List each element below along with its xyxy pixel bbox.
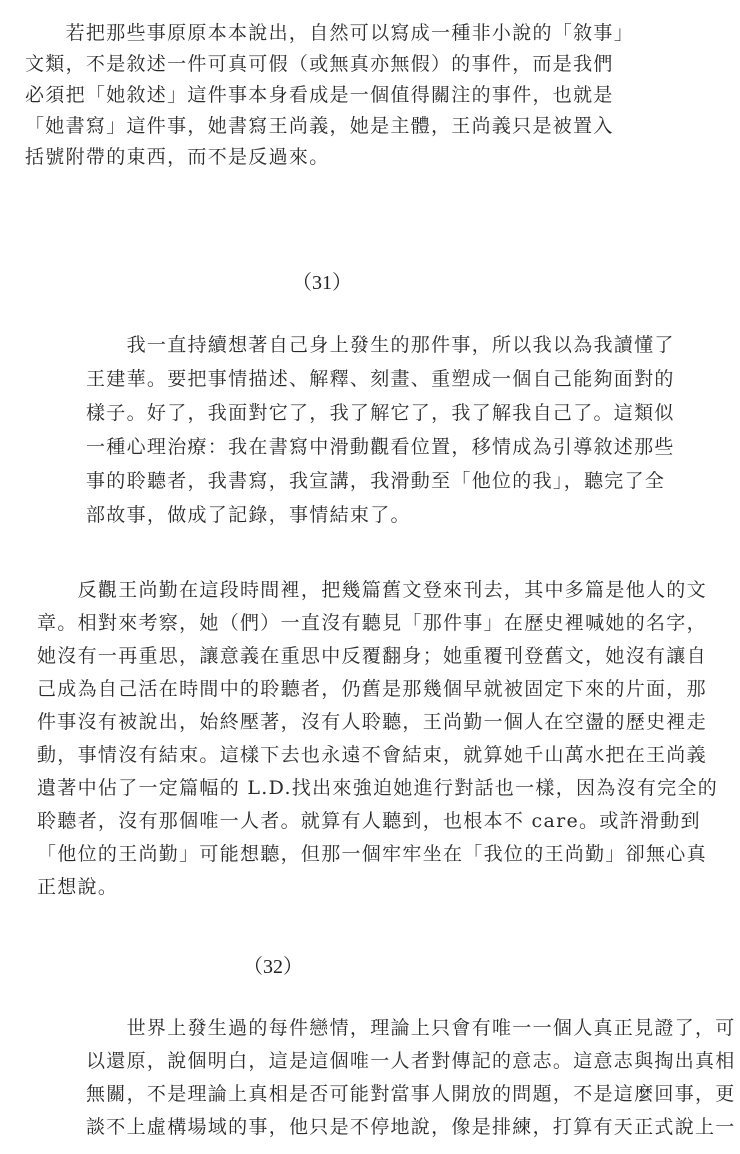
paragraph-section-31 — [86, 328, 675, 532]
text-line: 己成為自己活在時間中的聆聽者，仍舊是那幾個早就被固定下來的片面，那 — [37, 678, 707, 700]
text-line: 她沒有一再重思，讓意義在重思中反覆翻身；她重覆刊登舊文，她沒有讓自 — [37, 645, 707, 667]
text-line: 章。相對來考察，她（們）一直沒有聽見「那件事」在歷史裡喊她的名字， — [37, 612, 707, 634]
paragraph-intro — [25, 18, 635, 173]
text-line: 王建華。要把事情描述、解釋、刻畫、重塑成一個自己能夠面對的 — [86, 368, 675, 390]
text-line: 以還原，說個明白，這是這個唯一人者對傳記的意志。這意志與掏出真相 — [86, 1050, 736, 1072]
paragraph-section-32 — [86, 1012, 736, 1144]
text-line: 動，事情沒有結束。這樣下去也永遠不會結束，就算她千山萬水把在王尚義 — [37, 744, 707, 766]
text-line: 若把那些事原原本本說出，自然可以寫成一種非小說的「敘事」 — [25, 22, 635, 44]
text-line: 談不上虛構場域的事，他只是不停地說，像是排練，打算有天正式說上一 — [86, 1116, 736, 1138]
text-line: 事的聆聽者，我書寫，我宣講，我滑動至「他位的我」，聽完了全 — [86, 470, 666, 492]
paragraph-wang-shangqin — [37, 574, 719, 904]
text-line: 「他位的王尚勤」可能想聽，但那一個牢牢坐在「我位的王尚勤」卻無心真 — [37, 843, 707, 865]
text-line: 我一直持續想著自己身上發生的那件事，所以我以為我讀懂了 — [86, 334, 675, 356]
text-line: 一種心理治療：我在書寫中滑動觀看位置，移情成為引導敘述那些 — [86, 436, 675, 458]
text-line: 遺著中佔了一定篇幅的 L.D.找出來強迫她進行對話也一樣，因為沒有完全的 — [37, 777, 719, 799]
text-line: 「她書寫」這件事，她書寫王尚義，她是主體，王尚義只是被置入 — [25, 115, 614, 137]
text-line: 世界上發生過的每件戀情，理論上只會有唯一一個人真正見證了，可 — [86, 1017, 736, 1039]
text-line: 反觀王尚勤在這段時間裡，把幾篇舊文登來刊去，其中多篇是他人的文 — [37, 579, 707, 601]
text-line: 部故事，做成了記錄，事情結束了。 — [86, 504, 411, 526]
text-line: 必須把「她敘述」這件事本身看成是一個值得關注的事件，也就是 — [25, 84, 614, 106]
text-line: 文類，不是敘述一件可真可假（或無真亦無假）的事件，而是我們 — [25, 53, 614, 75]
section-heading-32: （32） — [243, 956, 303, 978]
text-line: 件事沒有被說出，始終壓著，沒有人聆聽，王尚勤一個人在空盪的歷史裡走 — [37, 711, 707, 733]
text-line: 聆聽者，沒有那個唯一人者。就算有人聽到，也根本不 care。或許滑動到 — [37, 810, 701, 832]
text-line: 樣子。好了，我面對它了，我了解它了，我了解我自己了。這類似 — [86, 402, 675, 424]
text-line: 括號附帶的東西，而不是反過來。 — [25, 146, 330, 168]
text-line: 無關，不是理論上真相是否可能對當事人開放的問題，不是這麼回事，更 — [86, 1083, 736, 1105]
section-heading-31: （31） — [292, 272, 352, 294]
text-line: 正想說。 — [37, 876, 119, 898]
